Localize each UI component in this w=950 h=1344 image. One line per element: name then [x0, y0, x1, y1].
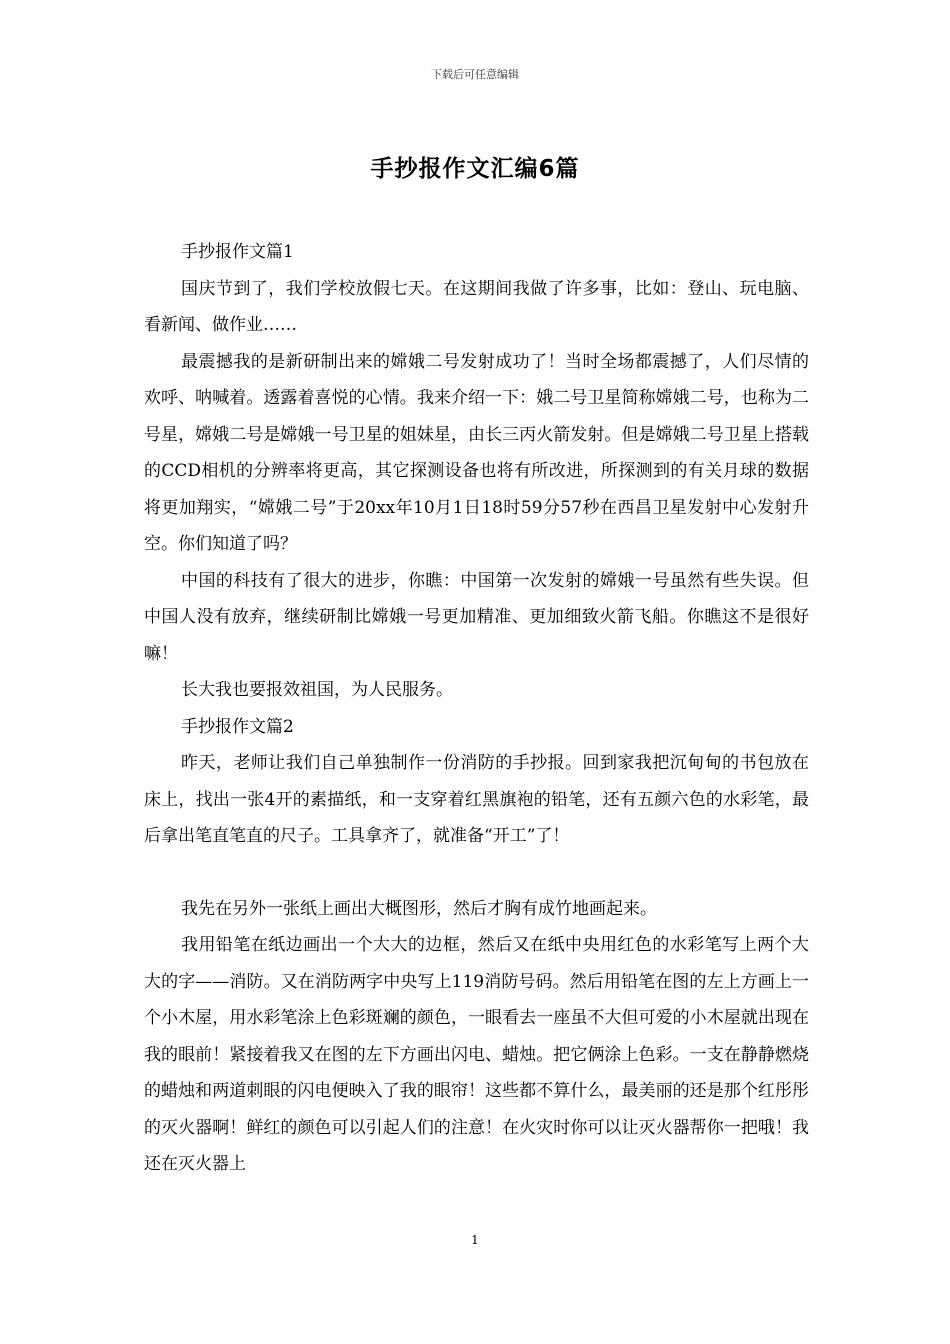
paragraph: 长大我也要报效祖国，为人民服务。	[181, 680, 453, 700]
blank-line	[144, 855, 809, 891]
document-title: 手抄报作文汇编6篇	[370, 156, 580, 182]
section-heading-1: 手抄报作文篇1	[181, 242, 294, 262]
paragraph: 最震撼我的是新研制出来的嫦娥二号发射成功了！当时全场都震撼了，人们尽情的欢呼、呐喊着。透露着喜悦的心情。我来介绍一下：娥二号卫星简称嫦娥二号，也称为二号星，嫦娥二号是嫦娥一号卫星的姐妹星，由长三丙火箭发射。但是嫦娥二号卫星上搭载的CCD相机的分辨率将更高，其它探测设备也将有所改进，所探测到的有关月球的数据将更加翔实，“嫦娥二号”于20xx年10月1日18时59分57秒在西昌卫星发射中心发射升空。你们知道了吗？	[144, 351, 809, 554]
page-number: 1	[471, 1233, 479, 1247]
paragraph: 我用铅笔在纸边画出一个大大的边框，然后又在纸中央用红色的水彩笔写上两个大大的字——消防。又在消防两字中央写上119消防号码。然后用铅笔在图的左上方画上一个小木屋，用水彩笔涂上色彩斑斓的颜色，一眼看去一座虽不大但可爱的小木屋就出现在我的眼前！紧接着我又在图的左下方画出闪电、蜡烛。把它俩涂上色彩。一支在静静燃烧的蜡烛和两道刺眼的闪电便映入了我的眼帘！这些都不算什么，最美丽的还是那个红彤彤的灭火器啊！鲜红的颜色可以引起人们的注意！在火灾时你可以让灭火器帮你一把哦！我还在灭火器上	[144, 935, 809, 1174]
section-heading-2: 手抄报作文篇2	[181, 716, 294, 737]
paragraph: 国庆节到了，我们学校放假七天。在这期间我做了许多事，比如：登山、玩电脑、看新闻、做作业……	[144, 278, 809, 335]
paragraph: 中国的科技有了很大的进步，你瞧：中国第一次发射的嫦娥一号虽然有些失误。但中国人没有放弃，继续研制比嫦娥一号更加精准、更加细致火箭飞船。你瞧这不是很好嘛！	[144, 570, 809, 664]
paragraph: 昨天，老师让我们自己单独制作一份消防的手抄报。回到家我把沉甸甸的书包放在床上，找出一张4开的素描纸，和一支穿着红黑旗袍的铅笔，还有五颜六色的水彩笔，最后拿出笔直笔直的尺子。工具拿齐了，就准备“开工”了！	[144, 753, 809, 846]
header-note: 下载后可任意编辑	[431, 68, 519, 81]
document-body	[144, 234, 809, 1183]
paragraph: 我先在另外一张纸上画出大概图形，然后才胸有成竹地画起来。	[181, 898, 657, 919]
